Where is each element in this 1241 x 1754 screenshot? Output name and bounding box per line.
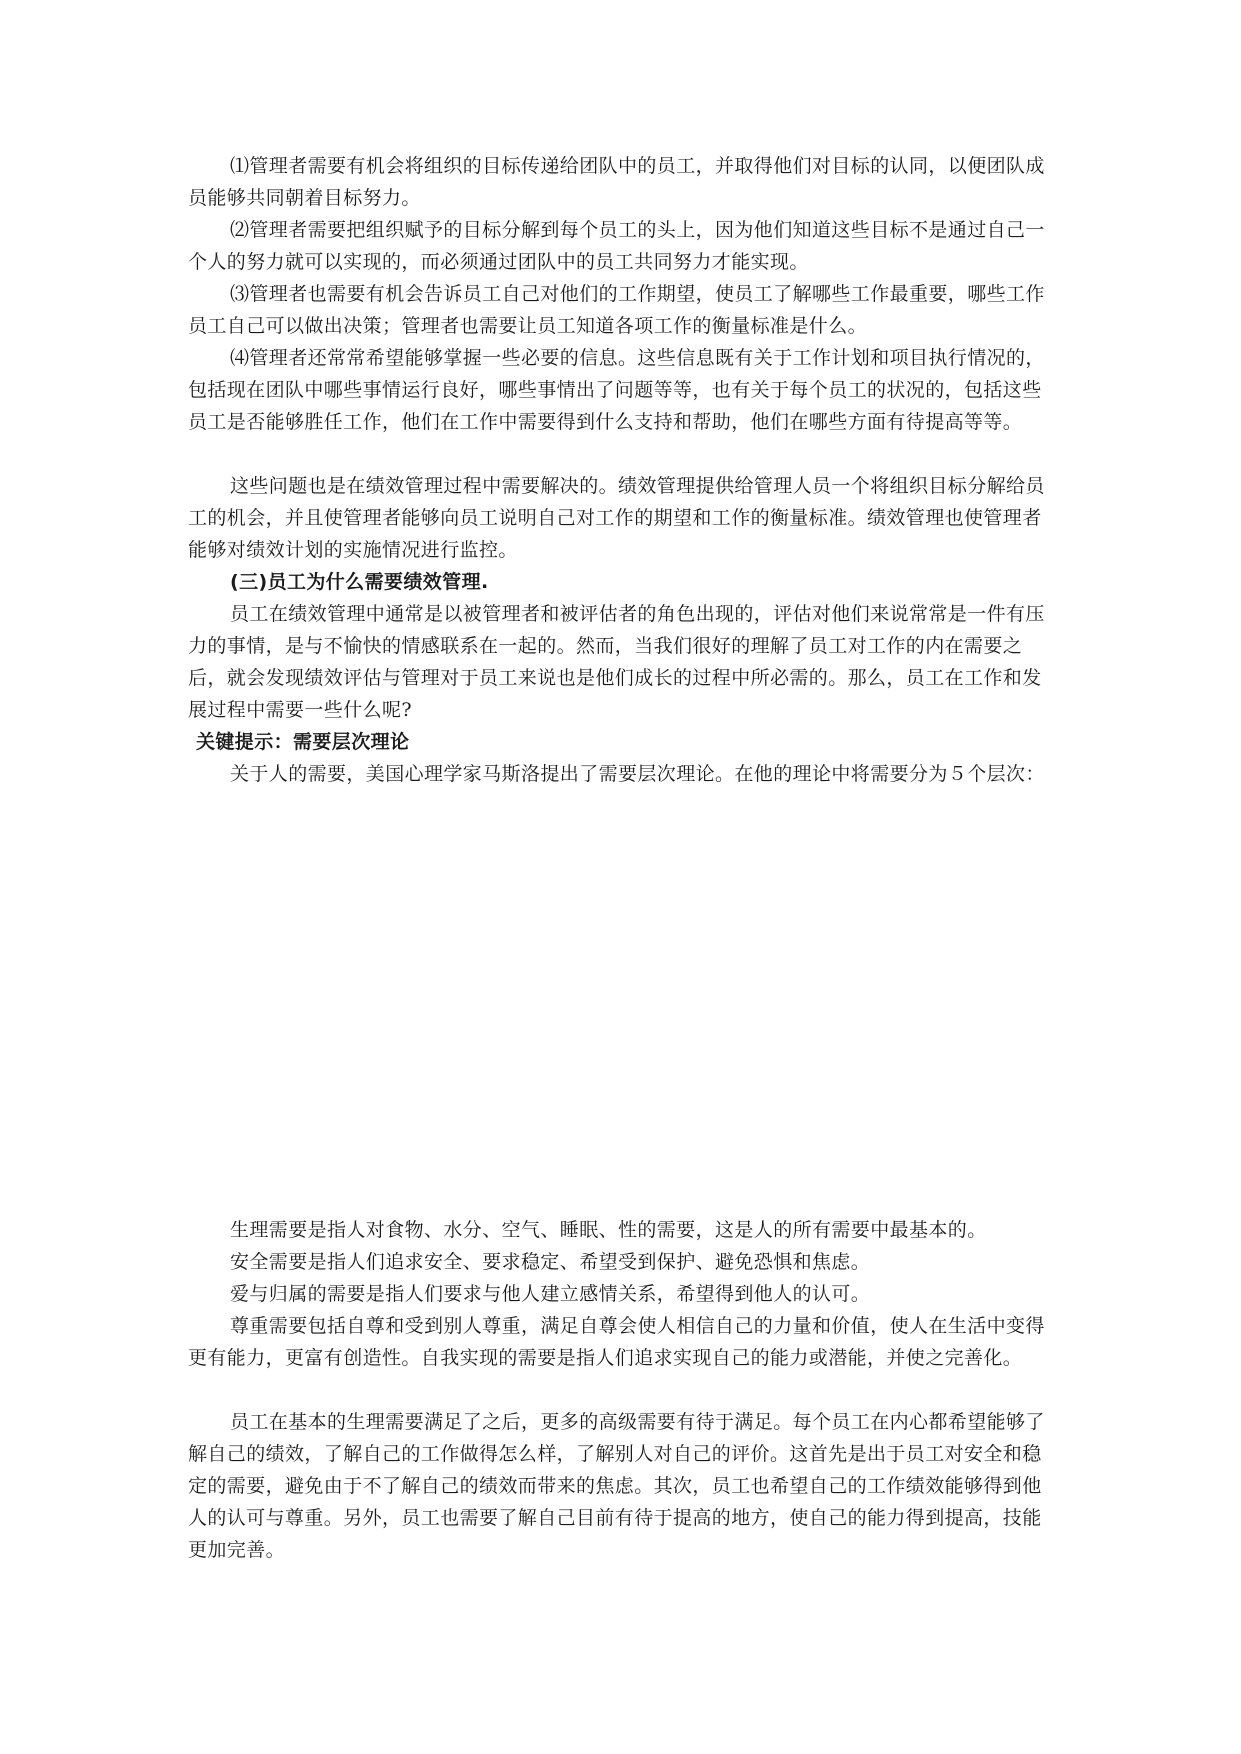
- paragraph-esteem-need: 尊重需要包括自尊和受到别人尊重，满足自尊会使人相信自己的力量和价值，使人在生活中变得更有能力，更富有创造性。自我实现的需要是指人们追求实现自己的能力或潜能，并使之完善化。: [188, 1315, 1045, 1369]
- paragraph-performance-summary: 这些问题也是在绩效管理过程中需要解决的。绩效管理提供给管理人员一个将组织目标分解给员工的机会，并且使管理者能够向员工说明自己对工作的期望和工作的衡量标准。绩效管理也使管理者能够对绩效计划的实施情况进行监控。: [188, 475, 1045, 561]
- section-heading-3: (三)员工为什么需要绩效管理.: [230, 571, 489, 593]
- figure-placeholder: [188, 820, 1060, 1210]
- paragraph-manager-need-1: ⑴管理者需要有机会将组织的目标传递给团队中的员工，并取得他们对目标的认同，以便团队成员能够共同朝着目标努力。: [188, 155, 1045, 209]
- paragraph-physiological-need: 生理需要是指人对食物、水分、空气、睡眠、性的需要，这是人的所有需要中最基本的。: [230, 1219, 987, 1241]
- paragraph-maslow-intro: 关于人的需要，美国心理学家马斯洛提出了需要层次理论。在他的理论中将需要分为５个层次：: [230, 763, 1045, 785]
- key-hint-heading: 关键提示：需要层次理论: [196, 731, 410, 753]
- paragraph-manager-need-4: ⑷管理者还常常希望能够掌握一些必要的信息。这些信息既有关于工作计划和项目执行情况的，包括现在团队中哪些事情运行良好，哪些事情出了问题等等，也有关于每个员工的状况的，包括这些员工是否能够胜任工作，他们在工作中需要得到什么支持和帮助，他们在哪些方面有待提高等等。: [188, 347, 1045, 433]
- paragraph-belonging-need: 爱与归属的需要是指人们要求与他人建立感情关系，希望得到他人的认可。: [230, 1283, 871, 1305]
- paragraph-employee-higher-needs: 员工在基本的生理需要满足了之后，更多的高级需要有待于满足。每个员工在内心都希望能够了解自己的绩效，了解自己的工作做得怎么样，了解别人对自己的评价。这首先是出于员工对安全和稳定的需要，避免由于不了解自己的绩效而带来的焦虑。其次，员工也希望自己的工作绩效能够得到他人的认可与尊重。另外，员工也需要了解自己目前有待于提高的地方，使自己的能力得到提高，技能更加完善。: [188, 1411, 1045, 1561]
- paragraph-employee-role: 员工在绩效管理中通常是以被管理者和被评估者的角色出现的，评估对他们来说常常是一件有压力的事情，是与不愉快的情感联系在一起的。然而，当我们很好的理解了员工对工作的内在需要之后，就会发现绩效评估与管理对于员工来说也是他们成长的过程中所必需的。那么，员工在工作和发展过程中需要一些什么呢?: [188, 603, 1045, 721]
- paragraph-manager-need-2: ⑵管理者需要把组织赋予的目标分解到每个员工的头上，因为他们知道这些目标不是通过自己一个人的努力就可以实现的，而必须通过团队中的员工共同努力才能实现。: [188, 219, 1045, 273]
- paragraph-manager-need-3: ⑶管理者也需要有机会告诉员工自己对他们的工作期望，使员工了解哪些工作最重要，哪些工作员工自己可以做出决策；管理者也需要让员工知道各项工作的衡量标准是什么。: [188, 283, 1045, 337]
- paragraph-safety-need: 安全需要是指人们追求安全、要求稳定、希望受到保护、避免恐惧和焦虑。: [230, 1251, 871, 1273]
